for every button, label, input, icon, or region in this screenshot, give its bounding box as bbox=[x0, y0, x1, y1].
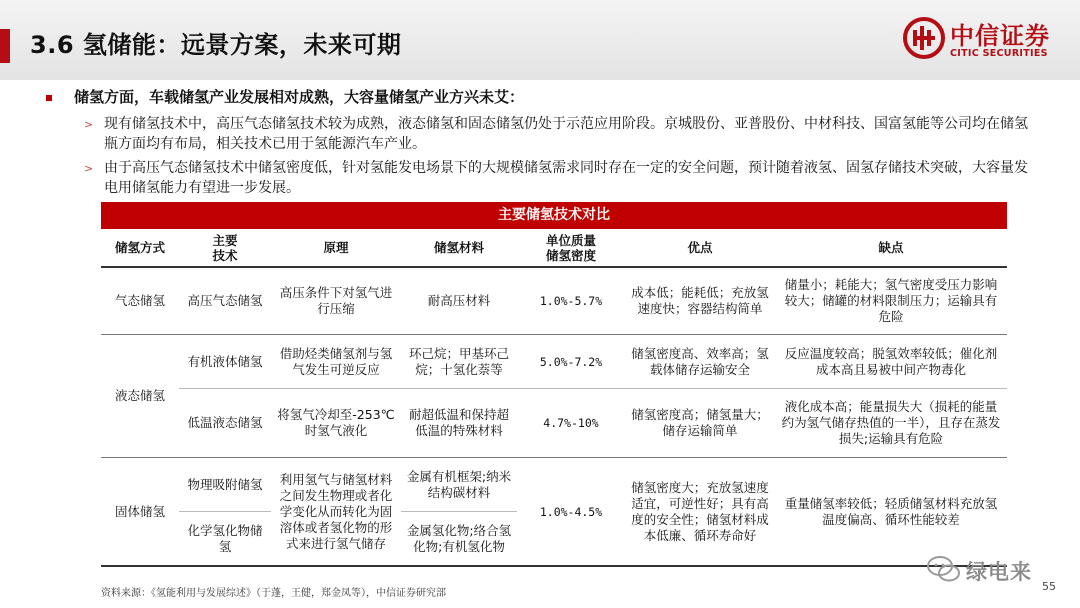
pros-cell: 储氢密度高；储氢量大；储存运输简单 bbox=[625, 389, 775, 458]
col-header: 储氢材料 bbox=[401, 229, 517, 267]
principle-cell: 借助烃类储氢剂与氢气发生可逆反应 bbox=[271, 335, 401, 389]
logo-text-en: CITIC SECURITIES bbox=[950, 48, 1048, 59]
pros-cell: 储氢密度高、效率高；氢载体储存运输安全 bbox=[625, 335, 775, 389]
category-cell: 液态储氢 bbox=[101, 335, 179, 458]
bullet-square-icon bbox=[46, 95, 52, 101]
main-bullet: 储氢方面，车载储氢产业发展相对成熟，大容量储氢产业方兴未艾： bbox=[74, 88, 525, 106]
col-header-text: 主要 技术 bbox=[212, 232, 238, 263]
col-header: 缺点 bbox=[775, 229, 1007, 267]
arrow-bullet-icon: > bbox=[84, 118, 94, 131]
principle-cell: 利用氢气与储氢材料之间发生物理或者化学变化从而转化为固溶体或者氢化物的形式来进行氢气储存 bbox=[271, 458, 401, 567]
category-cell: 气态储氢 bbox=[101, 267, 179, 335]
col-header bbox=[517, 229, 625, 267]
pros-cell: 储氢密度大；充放氢速度适宜，可逆性好；具有高度的安全性；储氢材料成本低廉、循环寿命好 bbox=[625, 458, 775, 567]
principle-cell: 将氢气冷却至-253℃时氢气液化 bbox=[271, 389, 401, 458]
cons-cell: 液化成本高；能量损失大（损耗的能量约为氢气储存热值的一半），且存在蒸发损失;运输具有危险 bbox=[775, 389, 1007, 458]
tech-cell: 有机液体储氢 bbox=[179, 335, 271, 389]
principle-cell: 高压条件下对氢气进行压缩 bbox=[271, 267, 401, 335]
citic-logo-icon bbox=[902, 16, 946, 60]
density-cell: 1.0%-4.5% bbox=[517, 458, 625, 567]
sub-bullet-2: 由于高压气态储氢技术中储氢密度低，针对氢能发电场景下的大规模储氢需求同时存在一定的安全问题，预计随着液氢、固氢存储技术突破，大容量发电用储氢能力有望进一步发展。 bbox=[104, 160, 1028, 196]
col-header-text: 单位质量 储氢密度 bbox=[545, 232, 596, 263]
material-cell: 环己烷；甲基环己烷；十氢化萘等 bbox=[401, 335, 517, 389]
category-cell: 固体储氢 bbox=[101, 458, 179, 567]
arrow-bullet-icon: > bbox=[84, 162, 94, 175]
tech-cell: 高压气态储氢 bbox=[179, 267, 271, 335]
material-cell: 耐超低温和保持超低温的特殊材料 bbox=[401, 389, 517, 458]
cons-cell: 储量小；耗能大；氢气密度受压力影响较大；储罐的材料限制压力；运输具有危险 bbox=[775, 267, 1007, 335]
sub-bullet-1: 现有储氢技术中，高压气态储氢技术较为成熟，液态储氢和固态储氢仍处于示范应用阶段。京城股份、亚普股份、中材科技、国富氢能等公司均在储氢瓶方面均有布局，相关技术已用于氢能源汽车产业。 bbox=[104, 116, 1028, 152]
tech-cell: 化学氢化物储氢 bbox=[179, 512, 271, 567]
table-header-row bbox=[101, 229, 1007, 267]
source-note: 资料来源：《氢能利用与发展综述》（于蓬，王健，郑金凤等），中信证券研究部 bbox=[101, 588, 446, 599]
watermark-text: 绿电来 bbox=[966, 560, 1032, 584]
table-caption: 主要储氢技术对比 bbox=[101, 202, 1007, 229]
watermark bbox=[924, 552, 1044, 588]
table-row bbox=[101, 335, 1007, 389]
tech-cell: 物理吸附储氢 bbox=[179, 458, 271, 512]
table-row bbox=[101, 267, 1007, 335]
col-header: 优点 bbox=[625, 229, 775, 267]
chat-bubble-icon bbox=[926, 554, 962, 584]
page-number: 55 bbox=[1042, 580, 1056, 593]
table-row bbox=[101, 458, 1007, 512]
density-cell: 1.0%-5.7% bbox=[517, 267, 625, 335]
company-logo bbox=[902, 14, 1068, 70]
page-title: 3.6 氢储能：远景方案，未来可期 bbox=[30, 31, 402, 59]
table-row bbox=[101, 389, 1007, 458]
material-cell: 金属有机框架;纳米结构碳材料 bbox=[401, 458, 517, 512]
material-cell: 耐高压材料 bbox=[401, 267, 517, 335]
density-cell: 4.7%-10% bbox=[517, 389, 625, 458]
density-cell: 5.0%-7.2% bbox=[517, 335, 625, 389]
material-cell: 金属氢化物;络合氢化物;有机氢化物 bbox=[401, 512, 517, 567]
logo-text-cn: 中信证券 bbox=[950, 22, 1050, 50]
tech-cell: 低温液态储氢 bbox=[179, 389, 271, 458]
hydrogen-storage-table bbox=[101, 229, 1007, 567]
cons-cell: 反应温度较高；脱氢效率较低；催化剂成本高且易被中间产物毒化 bbox=[775, 335, 1007, 389]
pros-cell: 成本低；能耗低；充放氢速度快；容器结构简单 bbox=[625, 267, 775, 335]
col-header: 原理 bbox=[271, 229, 401, 267]
cons-cell: 重量储氢率较低；轻质储氢材料充放氢温度偏高、循环性能较差 bbox=[775, 458, 1007, 567]
title-accent-bar bbox=[0, 29, 10, 63]
col-header: 储氢方式 bbox=[101, 229, 179, 267]
col-header bbox=[179, 229, 271, 267]
